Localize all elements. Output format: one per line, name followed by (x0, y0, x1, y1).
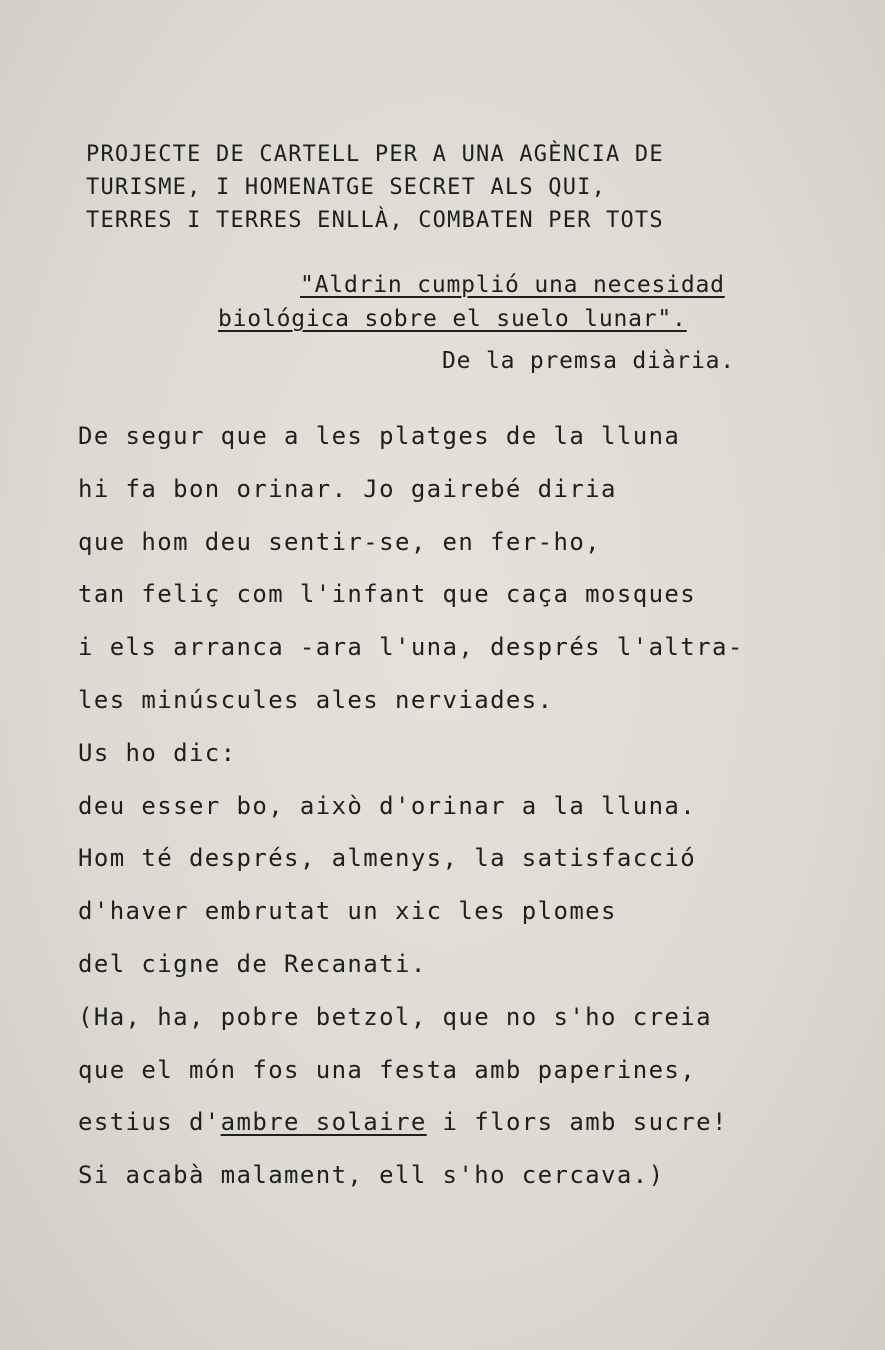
epigraph (218, 268, 818, 378)
poem-line: que hom deu sentir-se, en fer-ho, (78, 527, 602, 556)
poem-line: (Ha, ha, pobre betzol, que no s'ho creia (78, 1002, 712, 1031)
title-line: PROJECTE DE CARTELL PER A UNA AGÈNCIA DE (86, 142, 664, 167)
epigraph-quote-line: biológica sobre el suelo lunar". (218, 306, 687, 332)
poem-line-suffix: i flors amb sucre! (426, 1108, 728, 1137)
epigraph-quote-line: "Aldrin cumplió una necesidad (300, 272, 725, 298)
poem-title (86, 138, 806, 237)
poem-body (78, 418, 838, 1210)
poem-line: d'haver embrutat un xic les plomes (78, 897, 617, 926)
poem-line: deu esser bo, això d'orinar a la lluna. (78, 791, 697, 820)
underlined-phrase: ambre solaire (220, 1108, 427, 1137)
poem-line: Us ho dic: (78, 738, 237, 767)
poem-line: del cigne de Recanati. (78, 949, 427, 978)
poem-line: tan feliç com l'infant que caça mosques (78, 580, 697, 609)
poem-line: les minúscules ales nerviades. (78, 685, 554, 714)
poem-line: i els arranca -ara l'una, després l'altra- (78, 633, 744, 662)
poem-line: Si acabà malament, ell s'ho cercava.) (78, 1161, 665, 1190)
poem-line: que el món fos una festa amb paperines, (78, 1055, 697, 1084)
poem-line: hi fa bon orinar. Jo gairebé diria (78, 474, 617, 503)
title-line: TURISME, I HOMENATGE SECRET ALS QUI, (86, 175, 607, 200)
poem-line-prefix: estius d' (78, 1108, 221, 1137)
poem-line-with-underline (78, 1104, 838, 1157)
poem-line: De segur que a les platges de la lluna (78, 422, 681, 450)
epigraph-source: De la premsa diària. (442, 348, 735, 374)
title-line: TERRES I TERRES ENLLÀ, COMBATEN PER TOTS (86, 208, 664, 233)
poem-line: Hom té després, almenys, la satisfacció (78, 844, 697, 873)
